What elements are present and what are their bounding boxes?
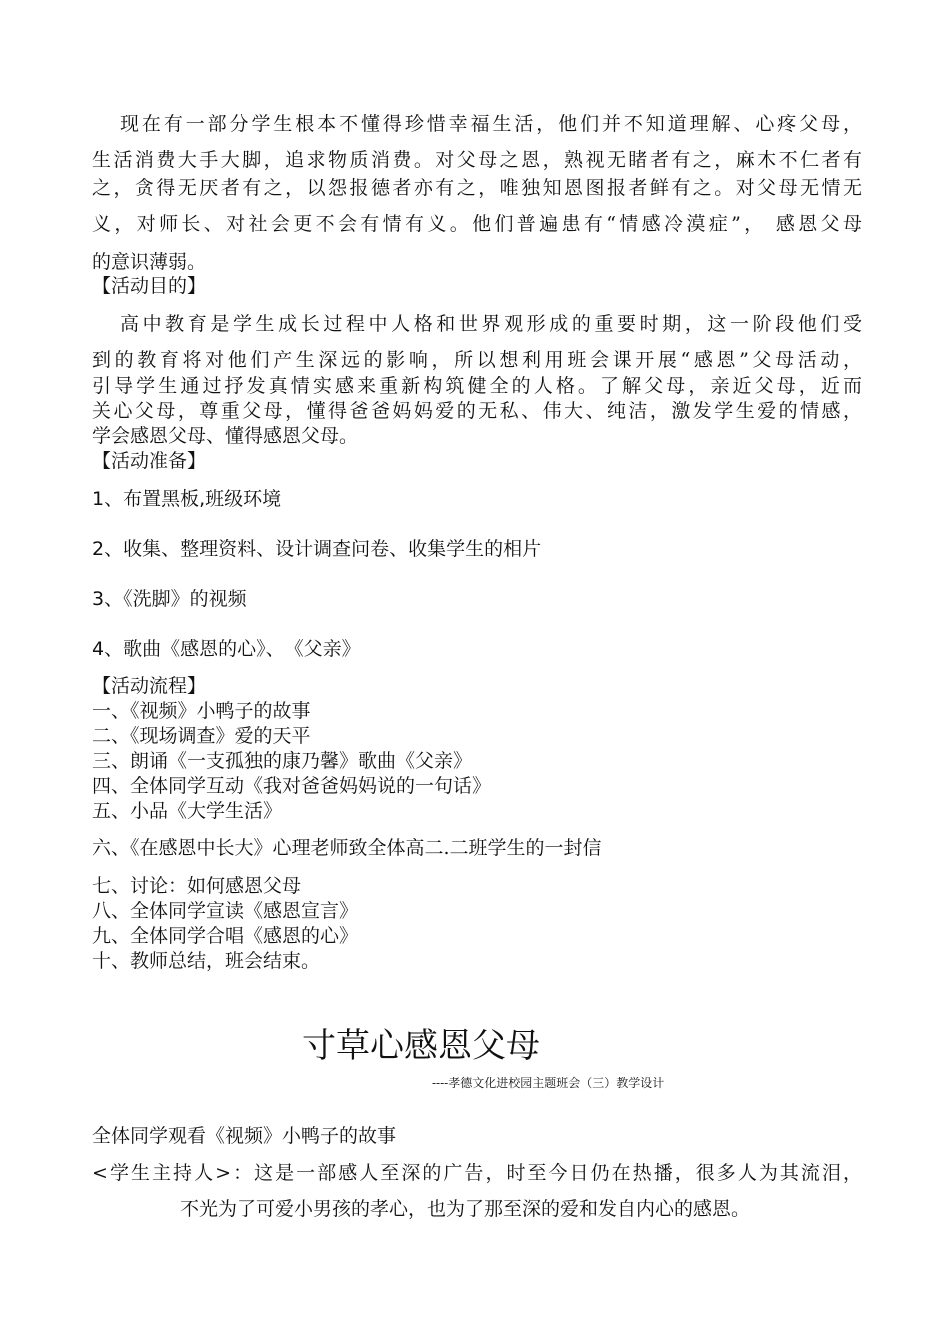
intro-line: 的意识薄弱。 bbox=[92, 251, 207, 273]
preparation-item: 1、布置黑板,班级环境 bbox=[92, 488, 282, 510]
preparation-item: 2、收集、整理资料、设计调查问卷、收集学生的相片 bbox=[92, 538, 542, 560]
preparation-item: 3、《洗脚》的视频 bbox=[92, 588, 247, 610]
process-item: 九、全体同学合唱《感恩的心》 bbox=[92, 925, 359, 947]
process-item: 二、《现场调查》爱的天平 bbox=[92, 725, 311, 747]
purpose-line: 学会感恩父母、懂得感恩父母。 bbox=[92, 425, 359, 447]
intro-line: 生活消费大手大脚，追求物质消费。对父母之恩，熟视无睹者有之，麻木不仁者有 bbox=[92, 149, 862, 171]
purpose-line: 到的教育将对他们产生深远的影响，所以想利用班会课开展“感恩”父母活动， bbox=[92, 349, 862, 371]
process-item: 六、《在感恩中长大》心理老师致全体高二.二班学生的一封信 bbox=[92, 837, 602, 859]
closing-line: 全体同学观看《视频》小鸭子的故事 bbox=[92, 1125, 397, 1147]
process-item: 七、讨论：如何感恩父母 bbox=[92, 875, 302, 897]
intro-line: 义，对师长、对社会更不会有情有义。他们普遍患有“情感冷漠症”， 感恩父母 bbox=[92, 213, 862, 235]
closing-line: <学生主持人>：这是一部感人至深的广告，时至今日仍在热播，很多人为其流泪， bbox=[92, 1162, 862, 1184]
process-item: 八、全体同学宣读《感恩宣言》 bbox=[92, 900, 359, 922]
process-item: 五、小品《大学生活》 bbox=[92, 800, 283, 822]
section-subtitle: ----孝德文化进校园主题班会（三）教学设计 bbox=[432, 1076, 665, 1090]
purpose-line: 关心父母，尊重父母，懂得爸爸妈妈爱的无私、伟大、纯洁，激发学生爱的情感， bbox=[92, 400, 862, 422]
process-item: 四、全体同学互动《我对爸爸妈妈说的一句话》 bbox=[92, 775, 492, 797]
preparation-heading: 【活动准备】 bbox=[92, 450, 207, 472]
section-title: 寸草心感恩父母 bbox=[302, 1026, 540, 1066]
intro-line: 现在有一部分学生根本不懂得珍惜幸福生活，他们并不知道理解、心疼父母， bbox=[120, 113, 862, 135]
process-item: 三、朗诵《一支孤独的康乃馨》歌曲《父亲》 bbox=[92, 750, 473, 772]
purpose-heading: 【活动目的】 bbox=[92, 275, 207, 297]
process-item: 一、《视频》小鸭子的故事 bbox=[92, 700, 311, 722]
process-item: 十、教师总结，班会结束。 bbox=[92, 950, 321, 972]
purpose-line: 引导学生通过抒发真情实感来重新构筑健全的人格。了解父母，亲近父母，近而 bbox=[92, 375, 862, 397]
process-heading: 【活动流程】 bbox=[92, 675, 207, 697]
preparation-item: 4、歌曲《感恩的心》、 《父亲》 bbox=[92, 638, 361, 660]
purpose-line: 高中教育是学生成长过程中人格和世界观形成的重要时期，这一阶段他们受 bbox=[120, 313, 862, 335]
closing-line: 不光为了可爱小男孩的孝心，也为了那至深的爱和发自内心的感恩。 bbox=[180, 1198, 751, 1220]
intro-line: 之，贪得无厌者有之，以怨报德者亦有之，唯独知恩图报者鲜有之。对父母无情无 bbox=[92, 177, 862, 199]
